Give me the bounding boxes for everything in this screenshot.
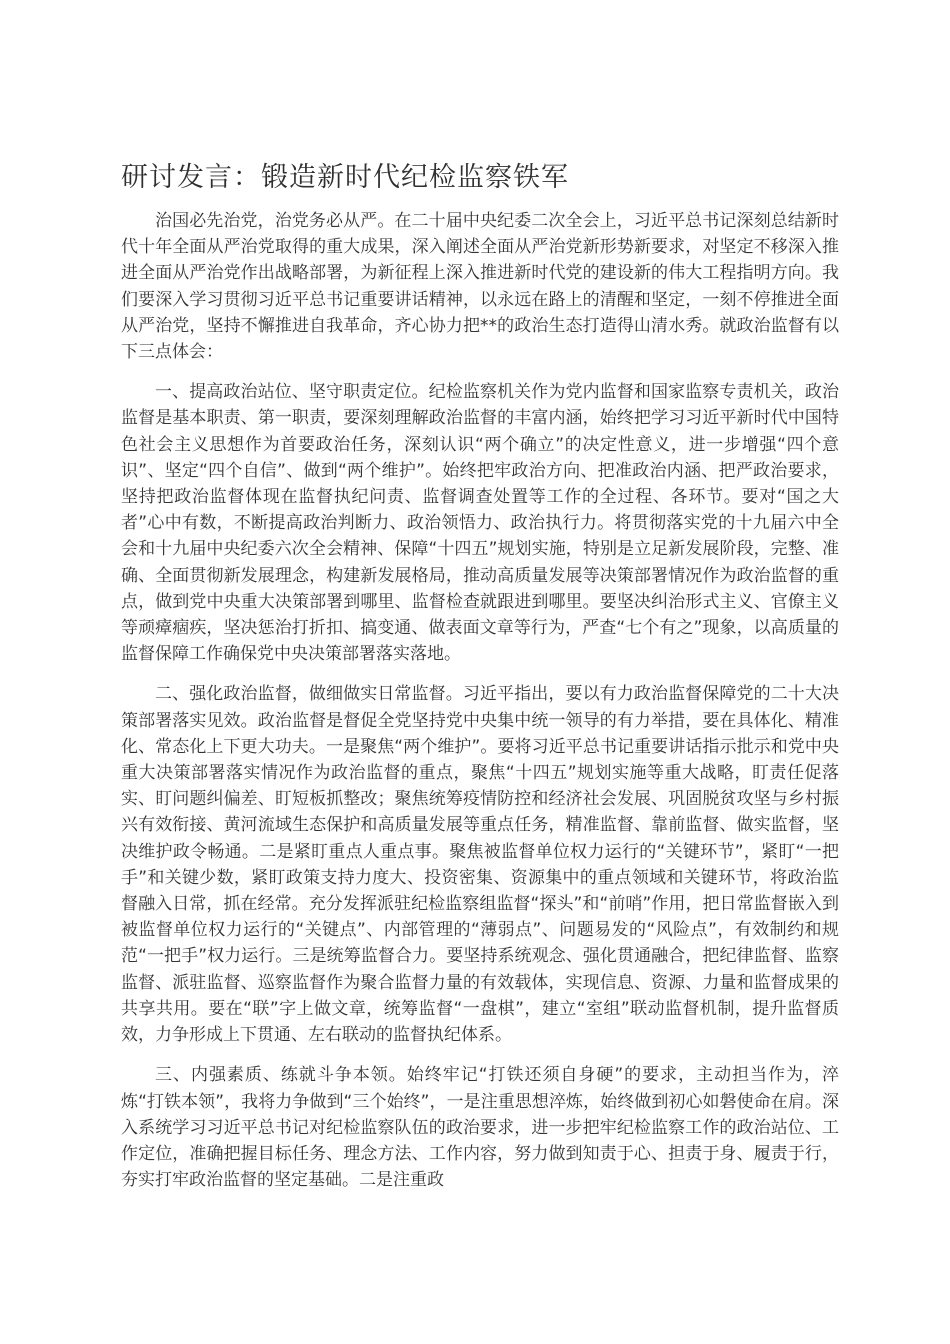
section-two-paragraph: 二、强化政治监督，做细做实日常监督。习近平指出，要以有力政治监督保障党的二十大决策部署落实见效。政治监督是督促全党坚持党中央集中统一领导的有力举措，要在具体化、精准化、常态化上下更大功夫。一是聚焦“两个维护”。要将习近平总书记重要讲话指示批示和党中央重大决策部署落实情况作为政治监督的重点，聚焦“十四五”规划实施等重大战略，盯责任促落实、盯问题纠偏差、盯短板抓整改；聚焦统筹疫情防控和经济社会发展、巩固脱贫攻坚与乡村振兴有效衔接、黄河流域生态保护和高质量发展等重点任务，精准监督、靠前监督、做实监督，坚决维护政令畅通。二是紧盯重点人重点事。聚焦被监督单位权力运行的“关键环节”，紧盯“一把手”和关键少数，紧盯政策支持力度大、投资密集、资源集中的重点领域和关键环节，将政治监督融入日常，抓在经常。充分发挥派驻纪检监察组监督“探头”和“前哨”作用，把日常监督嵌入到被监督单位权力运行的“关键点”、内部管理的“薄弱点”、问题易发的“风险点”，有效制约和规范“一把手”权力运行。三是统筹监督合力。要坚持系统观念、强化贯通融合，把纪律监督、监察监督、派驻监督、巡察监督作为聚合监督力量的有效载体，实现信息、资源、力量和监督成果的共享共用。要在“联”字上做文章，统筹监督“一盘棋”，建立“室组”联动监督机制，提升监督质效，力争形成上下贯通、左右联动的监督执纪体系。 xyxy=(121,684,839,1046)
intro-paragraph: 治国必先治党，治党务必从严。在二十届中央纪委二次全会上，习近平总书记深刻总结新时代十年全面从严治党取得的重大成果，深入阐述全面从严治党新形势新要求，对坚定不移深入推进全面从严治党作出战略部署，为新征程上深入推进新时代党的建设新的伟大工程指明方向。我们要深入学习贯彻习近平总书记重要讲话精神，以永远在路上的清醒和坚定，一刻不停推进全面从严治党，坚持不懈推进自我革命，齐心协力把**的政治生态打造得山清水秀。就政治监督有以下三点体会： xyxy=(121,211,839,363)
document-body xyxy=(121,208,839,1207)
section-one-paragraph: 一、提高政治站位、坚守职责定位。纪检监察机关作为党内监督和国家监察专责机关，政治监督是基本职责、第一职责，要深刻理解政治监督的丰富内涵，始终把学习习近平新时代中国特色社会主义思想作为首要政治任务，深刻认识“两个确立”的决定性意义，进一步增强“四个意识”、坚定“四个自信”、做到“两个维护”。始终把牢政治方向、把准政治内涵、把严政治要求，坚持把政治监督体现在监督执纪问责、监督调查处置等工作的全过程、各环节。要对“国之大者”心中有数，不断提高政治判断力、政治领悟力、政治执行力。将贯彻落实党的十九届六中全会和十九届中央纪委六次全会精神、保障“十四五”规划实施，特别是立足新发展阶段，完整、准确、全面贯彻新发展理念，构建新发展格局，推动高质量发展等决策部署情况作为政治监督的重点，做到党中央重大决策部署到哪里、监督检查就跟进到哪里。要坚决纠治形式主义、官僚主义等顽瘴痼疾，坚决惩治打折扣、搞变通、做表面文章等行为，严查“七个有之”现象，以高质量的监督保障工作确保党中央决策部署落实落地。 xyxy=(121,382,839,665)
section-three-paragraph: 三、内强素质、练就斗争本领。始终牢记“打铁还须自身硬”的要求，主动担当作为，淬炼“打铁本领”，我将力争做到“三个始终”，一是注重思想淬炼，始终做到初心如磐使命在肩。深入系统学习习近平总书记对纪检监察队伍的政治要求，进一步把牢纪检监察工作的政治站位、工作定位，准确把握目标任务、理念方法、工作内容，努力做到知责于心、担责于身、履责于行，夯实打牢政治监督的坚定基础。二是注重政 xyxy=(121,1065,839,1191)
document-title: 研讨发言：锻造新时代纪检监察铁军 xyxy=(121,162,569,193)
